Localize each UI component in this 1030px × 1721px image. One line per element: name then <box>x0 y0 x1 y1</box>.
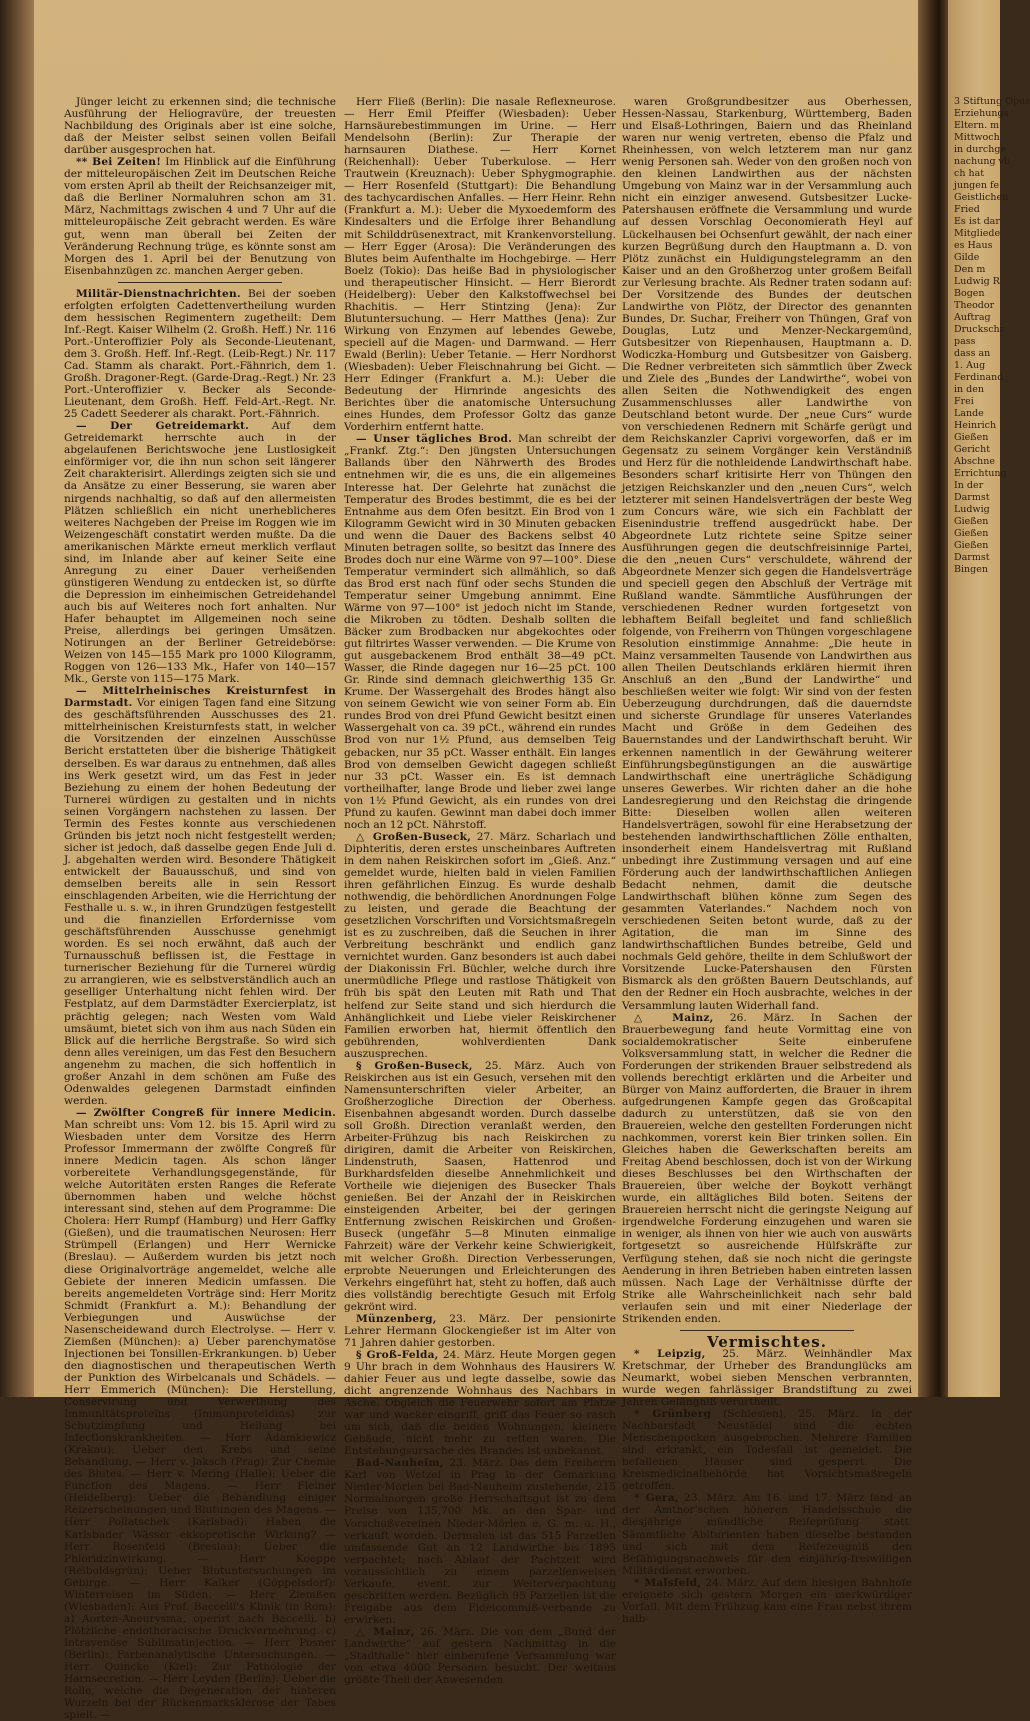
article-dateline: △ Mainz, <box>356 1625 415 1638</box>
adjacent-page-line: Fried <box>954 204 980 215</box>
adjacent-page-line: Abschne <box>954 456 995 467</box>
article-body: 24. März. Auf dem hiesigen Bahnhofe ereignete sich gestern Morgen ein merkwürdiger Vorfall. Mit dem Frühzug kam eine Frau nebst ihrem halb- <box>622 1576 912 1625</box>
adjacent-page-line: in den <box>954 384 984 395</box>
column-middle <box>344 96 616 1687</box>
article-paragraph <box>344 1626 616 1686</box>
article-body: 24. März. Heute Morgen gegen 9 Uhr brach in dem Wohnhaus des Hausirers W. dahier Feuer aus und legte dasselbe, sowie das dicht angrenzende Wohnhaus des Nachbars in Asche. Obgleich die Feuerwehr sofort am Platze war und wacker eingriff, griff das Feuer so rasch um sich, daß die beiden Wohnungen, kleinere Gebäude, nicht mehr zu retten waren. Die Entstehungsursache des Brandes ist unbekannt. <box>344 1348 616 1458</box>
article-dateline: — Zwölfter Congreß für innere Medicin. <box>76 1106 336 1119</box>
article-paragraph <box>344 831 616 1060</box>
adjacent-page-line: Theodor <box>954 300 995 311</box>
adjacent-page-line: Auftrag <box>954 312 991 323</box>
article-paragraph <box>622 1577 912 1625</box>
article-body: 27. März. Scharlach und Diphteritis, deren erstes unscheinbares Auftreten in dem nahen Reiskirchen sofort im „Gieß. Anz.“ gemeldet wurde, hielten bald in vielen Familien ihren gefährlichen Einzug. Es wurde deshalb nothwendig, die behördlichen Anordnungen Folge zu leisten, und gerade die Beachtung der gesetzlichen Vorschriften und Vorsichtsmaßregeln ist es zu zuschreiben, daß die Seuchen in ihrer Verbreitung beschränkt und endlich ganz vernichtet wurden. Ganz besonders ist auch dabei der Diakonissin Frl. Büchler, welche durch ihre unermüdliche Pflege und rastlose Thätigkeit von früh bis spät den Leuten mit Rath und That helfend zur Seite stand und sich hierdurch die Anhänglichkeit und Liebe vieler Reiskirchener Familien erworben hat, hiermit öffentlich den gebührenden, wohlverdienten Dank auszusprechen. <box>344 830 616 1060</box>
adjacent-page-line: Darmst <box>954 552 990 563</box>
adjacent-page-text <box>954 96 1030 576</box>
adjacent-page-line: nachung vb <box>954 156 1011 167</box>
article-body: (Schlesien), 25. März. In der Nachbarstadt Neustädel sind die echten Menschenpocken ausgebrochen. Mehrere Familien sind erkrankt, ein Todesfall ist gemeldet. Die befallenen Häuser sind gesperrt. Die Kreismedicinalbehörde hat Vorsichtsmaßregeln getroffen. <box>622 1408 912 1493</box>
adjacent-page-line: Ferdinand <box>954 372 1004 383</box>
article-dateline: — Mittelrheinisches Kreisturnfest in Darmstadt. <box>64 685 336 710</box>
article-paragraph <box>622 1408 912 1492</box>
article-paragraph <box>64 288 336 421</box>
column-right <box>622 96 912 1625</box>
article-dateline: § Großen-Buseck, <box>356 1059 473 1072</box>
adjacent-page-line: dass an <box>954 348 991 359</box>
adjacent-page-line: Gießen <box>954 540 989 551</box>
adjacent-page-line: Geistlichen <box>954 192 1009 203</box>
adjacent-page-line: Gießen <box>954 528 989 539</box>
article-paragraph <box>64 1107 336 1721</box>
article-dateline: § Groß-Felda, <box>356 1348 439 1361</box>
adjacent-page-line: In der <box>954 480 984 491</box>
article-paragraph <box>344 1457 616 1626</box>
article-paragraph <box>64 685 336 1107</box>
book-gutter <box>918 0 948 1397</box>
adjacent-page-line: Gilde <box>954 252 980 263</box>
article-body: Bei der soeben erfolgten erfolgten Cadettenvertheilung wurden dem hessischen Regimentern zugetheilt: Dem Inf.-Regt. Kaiser Wilhelm (2. Großh. Heff.) Nr. 116 Port.-Unteroffizier Poly als Seconde-Lieutenant, dem 3. Großh. Heff. Inf.-Regt. (Leib-Regt.) Nr. 117 Cad. Stamm als charakt. Port.-Fähnrich, dem 1. Großh. Dragoner-Regt. (Garde-Drag.-Regt.) Nr. 23 Port.-Unteroffizier v. Becker als Seconde-Lieutenant, dem Großh. Heff. Feld-Art.-Regt. Nr. 25 Cadett Seederer als charakt. Port.-Fähnrich. <box>64 287 336 421</box>
article-body: 23. März. Das dem Freiherrn Karl von Wetzel in Prag in der Gemarkung Nieder-Mörlen bei Bad-Nauheim zustehende, 215 Normalmorgen große Herrschaftsgut ist zu dem Preise von 135,700 Mk. an den Spar- und Vorschußvereinen Nieder-Mörlen e. G. m. u. H., verkauft worden. Dermalen ist das 515 Parzellen umfassende Gut an 12 Landwirthe bis 1895 verpachtet; nach Ablauf der Pachtzeit wird voraussichtlich zu einem parzellenweisen Verkaufe, event. zur Weiterverpachtung geschritten werden. Bezüglich 95 Parzellen ist die Freigabe aus dem Fideicommiß-verbande zu erwirken. <box>344 1457 616 1626</box>
article-dateline: △ Großen-Buseck, <box>356 830 472 843</box>
adjacent-page-line: Heinrich <box>954 420 997 431</box>
adjacent-page-line: 1. Aug <box>954 360 986 371</box>
adjacent-page-line: in durchge <box>954 144 1007 155</box>
article-body: Auf dem Getreidemarkt herrschte auch in der abgelaufenen Berichtswoche jene Lustlosigkeit einförmiger vor, die ihn nun schon seit längerer Zeit charakterisirt. Allerdings zeigten sich sie und da Ansätze zu einer Besserung, sie waren aber nirgends nachhaltig, so daß auf den allermeisten Plätzen schließlich ein nicht unerheblicheres weiteres Nachgeben der Preise im Roggen wie im Weizengeschäft constatirt werden mußte. Da die amerikanischen Märkte erneut merklich verflaut sind, im Inlande aber auf keiner Seite eine Anregung zu einer Dauer verheißenden günstigeren Wendung zu entdecken ist, so dürfte die Depression im einheimischen Getreidehandel auch bis auf Weiteres noch fort anhalten. Nur Hafer behauptet im Allgemeinen noch seine Preise, allerdings bei geringen Umsätzen. Notirungen an der Berliner Getreidebörse: Weizen von 145—155 Mark pro 1000 Kilogramm, Roggen von 126—133 Mk., Hafer von 140—157 Mk., Gerste von 115—175 Mark. <box>64 420 336 686</box>
article-body: Herr Fließ (Berlin): Die nasale Reflexneurose. — Herr Emil Pfeiffer (Wiesbaden): Ueber Harnsäurebestimmungen im Urine. — Herr Mendelsohn (Berlin): Zur Therapie der harnsauren Diathese. — Herr Kornet (Reichenhall): Ueber Tuberkulose. — Herr Trautwein (Kreuznach): Ueber Sphygmographie. — Herr Rosenfeld (Stuttgart): Die Behandlung des tachycardischen Anfalles. — Herr Heinr. Rehn (Frankfurt a. M.): Ueber die Myxoedemform des Kindesalters und die Erfolge ihrer Behandlung mit Schilddrüsenextract, mit Krankenvorstellung. — Herr Egger (Arosa): Die Veränderungen des Blutes beim Aufenthalte im Hochgebirge. — Herr Boelz (Tokio): Das heiße Bad in physiologischer und therapeutischer Hinsicht. — Herr Bierordt (Heidelberg): Ueber den Kalkstoffwechsel bei Rhachitis. — Herr Stintzing (Jena): Zur Blutuntersuchung. — Herr Matthes (Jena): Zur Wirkung von Enzymen auf lebendes Gewebe, speciell auf die Magen- und Darmwand. — Herr Ewald (Berlin): Ueber Tetanie. — Herr Nordhorst (Wiesbaden): Ueber Fleischnahrung bei Gicht. — Herr Edinger (Frankfurt a. M.): Ueber die Bedeutung der Hirnrinde angesichts des Berichtes über die anatomische Untersuchung eines Hundes, dem Professor Goltz das ganze Vorderhirn entfernt hatte. <box>344 96 616 434</box>
article-paragraph <box>64 156 336 276</box>
article-body: 23. März. Am 16. und 17. März fand an der Amthor'schen höheren Handelsschule die diesjährige mündliche Reifeprüfung statt. Sämmtliche Abiturienten haben dieselbe bestanden und sich mit dem Reifezeugniß den Befähigungsnachweis für den einjährig-freiwilligen Militärdienst erworben. <box>622 1492 912 1577</box>
article-body: 23. März. Der pensionirte Lehrer Hermann Glockengießer ist im Alter von 71 Jahren dahier gestorben. <box>344 1312 616 1349</box>
adjacent-page-line: Frei <box>954 396 974 407</box>
adjacent-page-line: Darmst <box>954 492 990 503</box>
article-body: 25. März. Auch von Reiskirchen aus ist ein Gesuch, versehen mit den Namensunterschriften vieler Arbeiter, an Großherzogliche Direction der Oberhess. Eisenbahnen abgesandt worden. Durch dasselbe soll Großh. Direction veranlaßt werden, den Arbeiter-Frühzug bis nach Reiskirchen zu dirigiren, damit die Arbeiter von Reiskirchen, Lindenstruth, Saasen, Hattenrod und Burkhardsfelden dieselbe Annehmlichkeit und Vortheile wie diejenigen des Busecker Thals genießen. Bei der Anzahl der in Reiskirchen einsteigenden Arbeiter, bei der geringen Entfernung zwischen Reiskirchen und Großen-Buseck (ungefähr 5—8 Minuten einmalige Fahrzeit) wäre der Verkehr keine Schwierigkeit, mit welcher Großh. Direction Verbesserungen, erprobte Neuerungen und Erleichterungen des Verkehrs eingeführt hat, steht zu hoffen, daß auch dies vollständig berechtigte Gesuch mit Erfolg gekrönt wird. <box>344 1059 616 1313</box>
section-divider <box>680 1330 854 1331</box>
adjacent-page-line: Ludwig <box>954 504 990 515</box>
article-body: Man schreibt der „Frankf. Ztg.“: Den jüngsten Untersuchungen Ballands über den Nährwerth des Brodes entnehmen wir, die es uns, die ein allgemeines Interesse hat. Der Gelehrte hat zunächst die Temperatur des Brodes bestimmt, die es bei der Entnahme aus dem Ofen besitzt. Ein Brod von 1 Kilogramm Gewicht wird in 30 Minuten gebacken und wenn die Dauer des Backens selbst 40 Minuten betragen sollte, so besitzt das Innere des Brodes doch nur eine Wärme von 97—100°. Diese Temperatur vermindert sich allmählich, so daß das Brod erst nach fünf oder sechs Stunden die Temperatur seiner Umgebung annimmt. Eine Wärme von 97—100° ist jedoch nicht im Stande, die Mikroben zu tödten. Deshalb sollten die Bäcker zum Brodbacken nur abgekochtes oder gut filtrirtes Wasser verwenden. — Die Krume von gut ausgebackenem Brod enthält 38—49 pCt. Wasser, die Rinde dagegen nur 16—25 pCt. 100 Gr. Rinde sind demnach gleichwerthig 135 Gr. Krume. Der Wassergehalt des Brodes hängt also von seinem Gewicht wie von seiner Form ab. Ein rundes Brod von drei Pfund Gewicht besitzt einen Wassergehalt von ca. 39 pCt., während ein rundes Brod von nur 1½ Pfund, aus demselben Teig gebacken, nur 35 pCt. Wasser enthält. Ein langes Brod von demselben Gewicht dagegen schließt nur 33 pCt. Wasser ein. Es ist demnach vortheilhafter, lange Brode und lieber zwei lange von 1½ Pfund Gewicht, als ein rundes von drei Pfund zu kaufen. Gewinnt man dabei doch immer noch an 12 pCt. Nährstoff. <box>344 433 616 831</box>
adjacent-page-line: Es ist dar <box>954 216 1000 227</box>
article-dateline: Bad-Nauheim, <box>356 1457 444 1470</box>
article-dateline: Militär-Dienstnachrichten. <box>76 287 241 300</box>
adjacent-page-line: Ludwig R <box>954 276 1000 287</box>
article-paragraph <box>64 96 336 156</box>
article-body: Vor einigen Tagen fand eine Sitzung des geschäftsführenden Ausschusses des 21. mittelrheinischen Kreisturnfests statt, in welcher die Vorsitzenden der einzelnen Ausschüsse Bericht erstatteten über die bisherige Thätigkeit derselben. Es war daraus zu entnehmen, daß alles ins Werk gesetzt wird, um das Fest in jeder Beziehung zu einem der hohen Bedeutung der Turnerei würdigen zu gestalten und in nichts seinen Vorgängern nachstehen zu lassen. Der Termin des Festes konnte aus verschiedenen Gründen bis jetzt noch nicht festgestellt werden; sicher ist jedoch, daß dasselbe gegen Ende Juli d. J. abgehalten werden wird. Besondere Thätigkeit entwickelt der Bauausschuß, und sind von demselben bereits alle in sein Ressort einschlagenden Arbeiten, wie die Herrichtung der Festhalle u. s. w., in ihren Grundzügen festgestellt und die finanziellen Erfordernisse vom geschäftsführenden Ausschusse genehmigt worden. Es sei noch erwähnt, daß auch der Turnausschuß beflissen ist, die Festtage in turnerischer Beziehung für die Turnerei würdig zu arrangieren, wie es selbstverständlich auch an geselliger Unterhaltung nicht fehlen wird. Der Festplatz, auf dem Darmstädter Exercierplatz, ist prächtig gelegen; nach Westen vom Wald umsäumt, bietet sich von ihm aus nach Süden ein Blick auf die herrliche Bergstraße. So wird sich denn alles vereinigen, um das Fest den Besuchern angenehm zu machen, die sich hoffentlich in großer Anzahl in dem schönen am Fuße des Odenwaldes gelegenen Darmstadt einfinden werden. <box>64 697 336 1107</box>
article-body: 26. März. In Sachen der Brauerbewegung fand heute Vormittag eine von socialdemokratischer Seite einberufene Volksversammlung statt, in welcher die Redner die Forderungen der strikenden Brauer selbstredend als vollends berechtigt erklärten und die Arbeiter und Bürger von Mainz aufforderten, die Brauer in ihrem aufgedrungenen Kampfe gegen das Großcapital dadurch zu unterstützen, daß sie von den Brauereien, welche den gestellten Forderungen nicht nachkommen, vorerst kein Bier trinken sollen. Ein Gleiches haben die Gewerkschaften bereits am Freitag Abend beschlossen, doch ist von der Wirkung dieses Beschlusses bei den Wirthschaften der Brauereien, über welche der Boykott verhängt wurde, ein alltägliches Bild boten. Seitens der Brauereien herrscht nicht die geringste Neigung auf irgendwelche Forderung einzugehen und waren sie in weniger, als ihnen von hier wie auch von auswärts fortgesetzt so ausreichende Hülfskräfte zur Verfügung stehen, daß sie noch nicht die geringste Aenderung in ihren Betrieben haben eintreten lassen müssen. Nach Lage der Verhältnisse dürfte der Strike alle Wahrscheinlichkeit nach sehr bald verlaufen sein und mit einer Niederlage der Strikenden enden. <box>622 1011 912 1325</box>
article-body: Man schreibt uns: Vom 12. bis 15. April wird zu Wiesbaden unter dem Vorsitze des Herrn Professor Immermann der zwölfte Congreß für innere Medicin tagen. Als schon länger vorbereitete Verhandlungsgegenstände, für welche Autoritäten ersten Ranges die Referate übernommen haben und welche höchst interessant sind, stehen auf dem Programme: Die Cholera: Herr Rumpf (Hamburg) und Herr Gaffky (Gießen), und die traumatischen Neurosen: Herr Strümpell (Erlangen) und Herr Wernicke (Breslau). — Außerdem wurden bis jetzt noch diese Originalvorträge angemeldet, welche alle Gebiete der inneren Medicin umfassen. Die bereits angemeldeten Vorträge sind: Herr Moritz Schmidt (Frankfurt a. M.): Behandlung der Verbiegungen und Auswüchse der Nasenscheidewand durch Electrolyse. — Herr v. Ziemßen (München): a) Ueber parenchymatöse Injectionen bei Tonsillen-Erkrankungen. b) Ueber den diagnostischen und therapeutischen Werth der Punktion des Wirbelcanals und Schädels. — Herr Emmerich (München): Die Herstellung, Conservirung und Verwerthung des Immunitätsproteïns (Immunproteïdins) zur Schutzimpfung und Heilung bei Infectionskrankheiten. — Herr Adamkiewicz (Krakau): Ueber den Krebs und seine Behandlung. — Herr v. Jaksch (Prag): Zur Chemie des Blutes. — Herr v. Mering (Halle): Ueber die Function des Magens. — Herr Fleiner (Heidelberg): Ueber die Behandlung einiger Reizerscheinungen und Blutungen des Magens. — Herr Pollatschek (Karlsbad): Haben die Karlsbader Wässer ekkoprotische Wirkung? — Herr Rosenfeld (Breslau): Ueber die Phloridzinwirkung. — Herr Koeppe (Reiboldsgrün): Ueber Blutuntersuchungen im Gebirge. — Herr Kalker (Göppelsdorf): Winterreisen im Süden. — Herr Ziemßen (Wiesbaden): Aus Prof. Baccelli's Klinik (in Rom): a) Aorten-Aneurysma, operirt nach Baccelli. b) Plötzliche endothoracische Druckvermehrung. c) Intravenöse Sublimatinjection. — Herr Posner (Berlin): Farbenanalytische Untersuchungen. — Herr Quincke (Kiel): Zur Pathologie der Harnsecretion. — Herr Leyden (Berlin): Ueber die Rolle, welche die Degeneration der hinteren Wurzeln bei der Rückenmarksklerose der Tabes spielt. — <box>64 1118 336 1721</box>
article-dateline: Münzenberg, <box>356 1312 437 1325</box>
section-divider <box>118 282 281 283</box>
article-body: waren Großgrundbesitzer aus Oberhessen, Hessen-Nassau, Starkenburg, Württemberg, Baden und Elsaß-Lothringen, Baiern und das Rheinland waren nur wenig vertreten, ebenso die Pfalz und Rheinhessen, von welch letzterem man nur ganz wenig Personen sah. Weder von den großen noch von den kleinen Landwirthen aus der nächsten Umgebung von Mainz war in der Versammlung auch nicht ein einziger anwesend. Gutsbesitzer Lucke-Patershausen eröffnete die Versammlung und wurde auf dessen Vorschlag Oeconomierath Heyl auf Lückelhausen bei Ochsenfurt gewählt, der nach einer kurzen Begrüßung durch den Hauptmann a. D. von Plötz zunächst ein Huldigungstelegramm an den Kaiser und an den Großherzog unter großem Beifall zur Verlesung brachte. Als Redner traten sodann auf: Der Vorsitzende des Bundes der deutschen Landwirthe von Plötz, der Director des genannten Bundes, Dr. Suchar, Freiherr von Thüngen, Graf von Douglas, Lutz und Menzer-Neckargemünd, Gutsbesitzer von Riepenhausen, Hauptmann a. D. Wodiczka-Homburg und Gutsbesitzer von Gaisberg. Die Redner verbreiteten sich sämmtlich über Zweck und Ziele des „Bundes der Landwirthe“, wobei von allen Seiten die Nothwendigkeit des engen Zusammenschlusses aller Landwirthe von Deutschland betont wurde. Der „neue Curs“ wurde von verschiedenen Rednern mit Schärfe gerügt und dem Reichskanzler Caprivi vorgeworfen, daß er im Gegensatz zu seinem Vorgänger kein Verständniß und Herz für die nothleidende Landwirthschaft habe. Besonders scharf kritisirte Herr von Thüngen den jetzigen Reichskanzler und den „neuen Curs“, welch letzterer mit seinen Handelsverträgen der beste Weg zum Concurs wäre, wie sich ein Fachblatt der Eisenindustrie treffend ausgedrückt habe. Der Abgeordnete Lutz richtete seine Spitze seiner Ausführungen gegen die deutschfreisinnige Partei, die den „neuen Curs“ verschuldete, während der Abgeordnete Menzer sich gegen die Handelsverträge und speciell gegen den Abschluß der Verträge mit Rußland wandte. Sämmtliche Ausführungen der verschiedenen Redner wurden fortgesetzt von lebhaftem Beifall begleitet und fand schließlich folgende, von Freiherrn von Thüngen vorgeschlagene Resolution einstimmige Annahme: „Die heute in Mainz versammelten Tausende von Landwirthen aus allen Theilen Deutschlands erklären hiermit ihren Anschluß an den „Bund der Landwirthe“ und beschließen weiter wie folgt: Wir sind von der festen Ueberzeugung durchdrungen, daß die dauerndste und sicherste Grundlage für unseres Vaterlandes Macht und Größe in dem Gedeihen des Bauernstandes und der Landwirthschaft beruht. Wir erkennen namentlich in der Gewährung weiterer Einführungsbegünstigungen an die auswärtige Landwirthschaft eine unerträgliche Schädigung unseres Gewerbes. Wir richten daher an die hohe Landesregierung und den Reichstag die dringende Bitte: Dieselben wollen allen weiteren Handelsverträgen, sowohl für eine Herabsetzung der bestehenden landwirthschaftlichen Zölle enthalten, insonderheit einem Handelsvertrag mit Rußland unbedingt ihre Zustimmung versagen und auf eine Förderung auch der landwirthschaftlichen Anliegen Bedacht nehmen, damit die deutsche Landwirthschaft blühen könne zum Segen des gesammten Vaterlandes.“ Nachdem noch von verschiedenen Seiten betont wurde, daß zu der Agitation, die man im Sinne des landwirthschaftlichen Bundes betreibe, Geld und nochmals Geld gehöre, theilte in dem Schlußwort der Vorsitzende Lucke-Patershausen den Fürsten Bismarck als den größten Bauern Deutschlands, auf den der Redner ein Hoch ausbrachte, welches in der Versammlung lauten Widerhall fand. <box>622 96 912 1012</box>
article-paragraph <box>344 1060 616 1313</box>
adjacent-page-line: Druckschr <box>954 324 1005 335</box>
article-body: 25. März. Weinhändler Max Kretschmar, der Urheber des Brandunglücks am Neumarkt, wobei sieben Menschen verbrannten, wurde wegen fahrlässiger Brandstiftung zu zwei Jahren Gefängniß verurtheilt. <box>622 1347 912 1409</box>
article-dateline: * Leipzig, <box>634 1347 706 1360</box>
adjacent-page-line: Gießen <box>954 432 989 443</box>
article-dateline: * Malsfeld, <box>634 1576 702 1589</box>
adjacent-page-line: pass <box>954 336 976 347</box>
article-paragraph <box>622 96 912 1012</box>
adjacent-page-line: Bingen <box>954 564 988 575</box>
article-paragraph <box>64 420 336 685</box>
article-dateline: — Der Getreidemarkt. <box>76 420 249 433</box>
column-left <box>64 96 336 1721</box>
book-binding-left <box>0 0 34 1397</box>
section-heading: Vermischtes. <box>707 1332 827 1351</box>
article-paragraph <box>344 1349 616 1457</box>
adjacent-page-line: Gericht <box>954 444 991 455</box>
adjacent-page-line: Bogen <box>954 288 985 299</box>
adjacent-page-line: Mitgliede <box>954 228 1001 239</box>
article-dateline: ** Bei Zeiten! <box>76 156 162 169</box>
adjacent-page-line: Erziehungs <box>954 108 1009 119</box>
adjacent-page-line: Errichtung <box>954 468 1007 479</box>
article-body: 26. März. Die von dem „Bund der Landwirthe“ auf gestern Nachmittag in die „Stadthalle“ hier einberufene Versammlung war von etwa 4000 Personen besucht. Der weitaus größte Theil der Anwesenden <box>344 1625 616 1687</box>
article-dateline: △ Mainz, <box>634 1011 714 1024</box>
adjacent-page-line: Eltern. m <box>954 120 1000 131</box>
adjacent-page-line: 3 Stiftung Opus <box>954 96 1030 107</box>
adjacent-page-line: ch hat <box>954 168 985 179</box>
adjacent-page-line: Gießen <box>954 516 989 527</box>
adjacent-page-line: es Haus <box>954 240 993 251</box>
article-paragraph <box>344 96 616 433</box>
article-paragraph <box>344 1313 616 1349</box>
adjacent-page-line: Lande <box>954 408 984 419</box>
article-paragraph <box>344 433 616 831</box>
article-dateline: * Grünberg <box>634 1408 712 1421</box>
adjacent-page-line: Mittwoch <box>954 132 1000 143</box>
article-body: Jünger leicht zu erkennen sind; die technische Ausführung der Heliogravüre, der treuesten Nachbildung des Originals aber ist eine solche, daß der Meister selbst seinen vollen Beifall darüber ausgesprochen hat. <box>64 96 336 157</box>
article-body: Im Hinblick auf die Einführung der mitteleuropäischen Zeit im Deutschen Reiche vom ersten April ab theilt der Reichsanzeiger mit, daß die Berliner Normaluhren schon am 31. März, Nachmittags zwischen 4 und 7 Uhr auf die mitteleuropäische Zeit gebracht werden. Es wäre gut, wenn man überall bei Zeiten der Veränderung Rechnung trüge, es könnte sonst am Morgen des 1. April bei der Benutzung von Eisenbahnzügen zc. manchen Aerger geben. <box>64 156 336 277</box>
article-paragraph <box>622 1348 912 1408</box>
article-paragraph <box>622 1492 912 1576</box>
article-dateline: — Unser tägliches Brod. <box>356 433 513 446</box>
adjacent-page-line: Den m <box>954 264 986 275</box>
article-dateline: * Gera, <box>634 1492 679 1505</box>
article-paragraph <box>622 1012 912 1325</box>
adjacent-page-line: jungen fe <box>954 180 1000 191</box>
